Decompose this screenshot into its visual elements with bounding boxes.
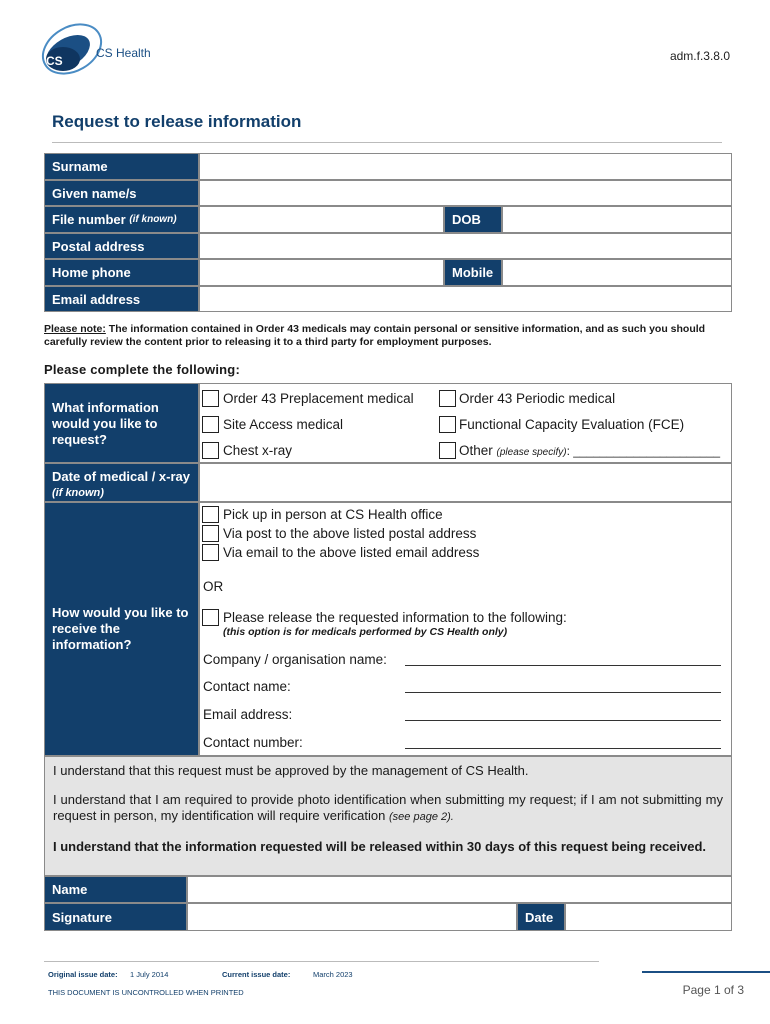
- or-text: OR: [203, 579, 224, 594]
- doc-code: adm.f.3.8.0: [669, 49, 730, 63]
- signature-field[interactable]: [187, 903, 517, 931]
- declaration-line1: I understand that this request must be approved by the management of CS Health.: [53, 763, 529, 778]
- checkbox-post[interactable]: [202, 525, 219, 542]
- orig-issue-value: 1 July 2014: [130, 970, 169, 979]
- email-address-label: Email address:: [203, 707, 293, 722]
- surname-label: Surname: [44, 153, 199, 180]
- request-table: [44, 383, 732, 756]
- logo-mark-text: CS: [46, 54, 63, 68]
- option-periodic: Order 43 Periodic medical: [459, 391, 616, 406]
- dob-field[interactable]: [502, 206, 732, 233]
- signature-table: [44, 876, 732, 931]
- page-number: Page 1 of 3: [682, 983, 744, 997]
- option-site-access: Site Access medical: [223, 417, 344, 432]
- what-label-cell: What information would you like to request?: [44, 383, 199, 463]
- email-field[interactable]: [199, 286, 732, 312]
- postal-label: Postal address: [44, 233, 199, 259]
- surname-field[interactable]: [199, 153, 732, 180]
- receive-label-cell: How would you like to receive the information?: [44, 502, 199, 756]
- date-sign-label: Date: [517, 903, 565, 931]
- date-note: (if known): [52, 487, 104, 499]
- contact-name-label: Contact name:: [203, 679, 291, 694]
- given-field[interactable]: [199, 180, 732, 206]
- name-label: Name: [44, 876, 187, 903]
- other-note: (please specify): [496, 447, 567, 458]
- signature-label: Signature: [44, 903, 187, 931]
- page-title: Request to release information: [52, 112, 302, 131]
- option-chest-xray: Chest x-ray: [223, 443, 293, 458]
- company-line[interactable]: [405, 665, 721, 666]
- home-phone-field[interactable]: [199, 259, 444, 286]
- home-phone-label: Home phone: [44, 259, 199, 286]
- declaration-line3: I understand that the information requested will be released within 30 days of this request being received.: [53, 839, 707, 854]
- declaration-line2-note: (see page 2).: [389, 811, 454, 823]
- title-divider: [52, 142, 722, 143]
- checkbox-site-access[interactable]: [202, 416, 219, 433]
- logo: [38, 18, 168, 80]
- contact-number-label: Contact number:: [203, 735, 303, 750]
- company-label: Company / organisation name:: [203, 652, 387, 667]
- footer-page-rule: [642, 971, 770, 973]
- checkbox-chest-xray[interactable]: [202, 442, 219, 459]
- option-post: Via post to the above listed postal address: [223, 526, 477, 541]
- checkbox-release[interactable]: [202, 609, 219, 626]
- option-fce: Functional Capacity Evaluation (FCE): [459, 417, 685, 432]
- curr-issue-label: Current issue date:: [222, 970, 291, 979]
- note-label: Please note:: [44, 323, 106, 335]
- checkbox-fce[interactable]: [439, 416, 456, 433]
- logo-text: CS Health: [96, 46, 151, 60]
- checkbox-pickup[interactable]: [202, 506, 219, 523]
- email-address-line[interactable]: [405, 720, 721, 721]
- option-pickup: Pick up in person at CS Health office: [223, 507, 443, 522]
- dob-label: DOB: [444, 206, 502, 233]
- option-email: Via email to the above listed email address: [223, 545, 480, 560]
- footer-divider: [44, 961, 599, 962]
- checkbox-email[interactable]: [202, 544, 219, 561]
- note-text: The information contained in Order 43 medicals may contain personal or sensitive information, and as such you should carefully review the content prior to releasing it to a third party for employment purposes.: [44, 323, 706, 348]
- orig-issue-label: Original issue date:: [48, 970, 118, 979]
- declaration-line2: I understand that I am required to provide photo identification when submitting my request; if I am not submitting my request in person, my identification will require verification (see page 2).: [53, 792, 723, 823]
- checkbox-preplacement[interactable]: [202, 390, 219, 407]
- checkbox-other[interactable]: [439, 442, 456, 459]
- mobile-field[interactable]: [502, 259, 732, 286]
- release-note: (this option is for medicals performed by CS Health only): [223, 626, 508, 638]
- postal-field[interactable]: [199, 233, 732, 259]
- file-number-note: (if known): [129, 214, 177, 225]
- file-number-field[interactable]: [199, 206, 444, 233]
- date-label-cell: Date of medical / x-ray (if known): [44, 463, 199, 502]
- personal-table: [44, 153, 732, 312]
- option-preplacement: Order 43 Preplacement medical: [223, 391, 414, 406]
- mobile-label: Mobile: [444, 259, 502, 286]
- email-label: Email address: [44, 286, 199, 312]
- please-note: [44, 323, 732, 349]
- contact-number-line[interactable]: [405, 748, 721, 749]
- option-release: Please release the requested information to the following:: [223, 610, 567, 625]
- contact-name-line[interactable]: [405, 692, 721, 693]
- file-number-label: File number (if known): [44, 206, 199, 233]
- given-label: Given name/s: [44, 180, 199, 206]
- complete-heading: Please complete the following:: [44, 362, 240, 377]
- uncontrolled-note: THIS DOCUMENT IS UNCONTROLLED WHEN PRINTED: [48, 988, 244, 997]
- date-field[interactable]: [199, 463, 732, 502]
- name-field[interactable]: [187, 876, 732, 903]
- curr-issue-value: March 2023: [313, 970, 353, 979]
- other-line[interactable]: : ______________________: [566, 444, 721, 458]
- date-sign-field[interactable]: [565, 903, 732, 931]
- declaration-box: [44, 756, 732, 876]
- option-other: Other (please specify): ______________________: [459, 443, 721, 458]
- checkbox-periodic[interactable]: [439, 390, 456, 407]
